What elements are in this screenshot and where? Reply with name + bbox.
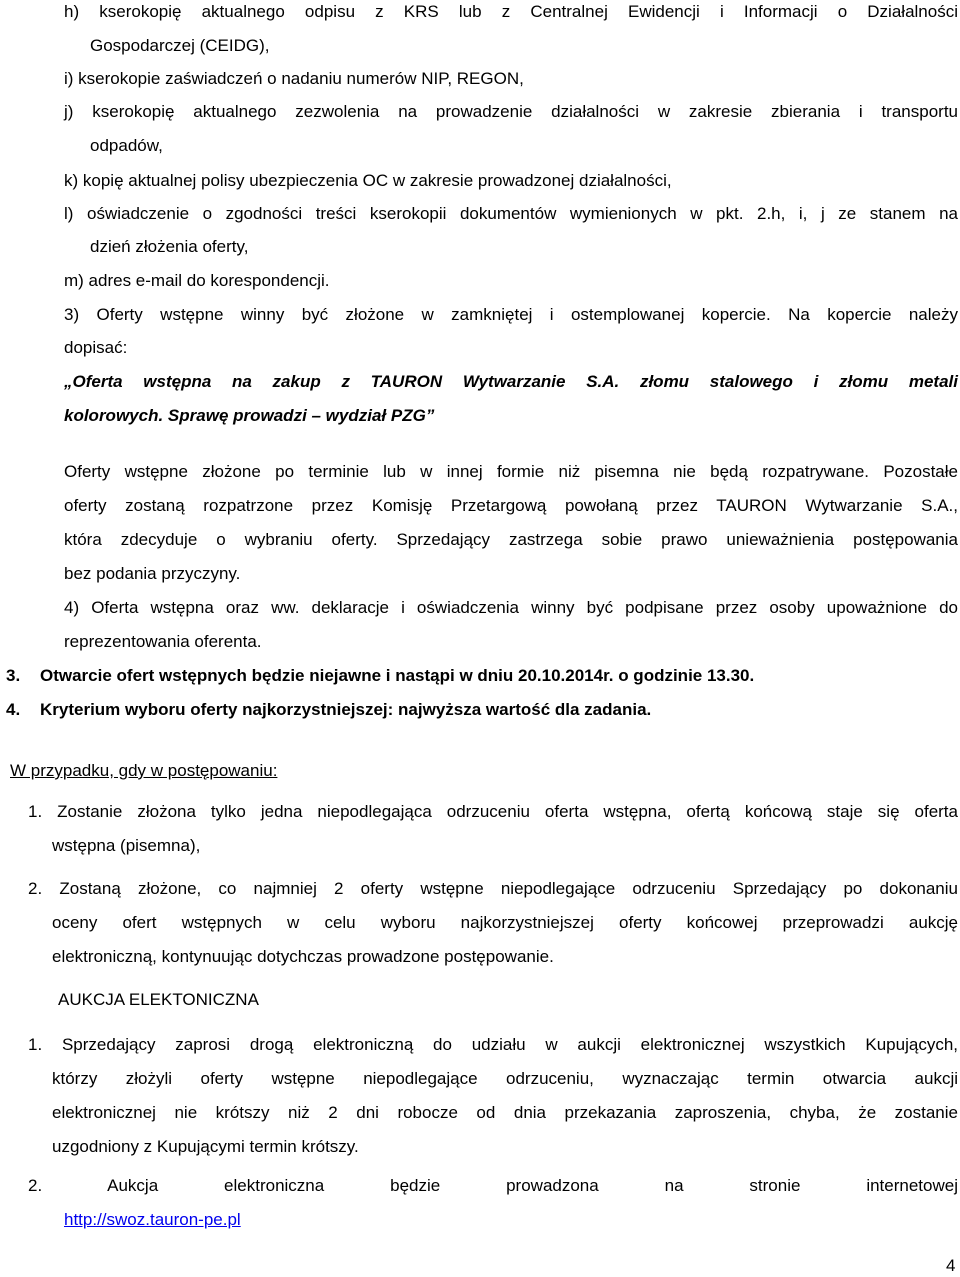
item-j-line1: j) kserokopię aktualnego zezwolenia na prowadzenie działalności w zakresie zbierania i transportu — [64, 102, 958, 121]
point4-line1: 4) Oferta wstępna oraz ww. deklaracje i oświadczenia winny być podpisane przez osoby upoważnione do — [64, 598, 958, 617]
case2-line3: elektroniczną, kontynuując dotychczas prowadzone postępowanie. — [52, 947, 554, 966]
item-h-line2: Gospodarczej (CEIDG), — [90, 36, 270, 55]
envelope-text-line1: „Oferta wstępna na zakup z TAURON Wytwarzanie S.A. złomu stalowego i złomu metali — [64, 372, 958, 391]
item-l-line2: dzień złożenia oferty, — [90, 237, 249, 256]
item-k: k) kopię aktualnej polisy ubezpieczenia OC w zakresie prowadzonej działalności, — [64, 171, 672, 190]
case1-line2: wstępna (pisemna), — [52, 836, 201, 855]
section4-number: 4. — [6, 700, 21, 719]
point4-line2: reprezentowania oferenta. — [64, 632, 262, 651]
page-number: 4 — [946, 1256, 956, 1275]
section4-text: Kryterium wyboru oferty najkorzystniejszej: najwyższa wartość dla zadania. — [40, 700, 652, 719]
envelope-text-part-b: Sprawę prowadzi – wydział PZG” — [167, 406, 435, 425]
auction1-line4: uzgodniony z Kupującymi termin krótszy. — [52, 1137, 359, 1156]
case2-line1: 2. Zostaną złożone, co najmniej 2 oferty wstępne niepodlegające odrzuceniu Sprzedający po dokonaniu — [28, 879, 958, 898]
section3-text: Otwarcie ofert wstępnych będzie niejawne i nastąpi w dniu 20.10.2014r. o godzinie 13.30. — [40, 666, 755, 685]
point3-para-line4: bez podania przyczyny. — [64, 564, 241, 583]
auction-heading: AUKCJA ELEKTONICZNA — [58, 990, 259, 1009]
item-h-line1: h) kserokopię aktualnego odpisu z KRS lub z Centralnej Ewidencji i Informacji o Działalności — [64, 2, 958, 21]
auction1-line3: elektronicznej nie krótszy niż 2 dni robocze od dnia przekazania zaproszenia, chyba, że zostanie — [52, 1103, 958, 1122]
envelope-text-line2 — [64, 405, 434, 427]
item-i: i) kserokopie zaświadczeń o nadaniu numerów NIP, REGON, — [64, 69, 524, 88]
item-m: m) adres e-mail do korespondencji. — [64, 271, 330, 290]
point3-para-line3: która zdecyduje o wybraniu oferty. Sprzedający zastrzega sobie prawo unieważnienia postępowania — [64, 530, 958, 549]
envelope-text-part-a: kolorowych. — [64, 406, 168, 425]
auction1-line1: 1. Sprzedający zaprosi drogą elektroniczną do udziału w aukcji elektronicznej wszystkich Kupujących, — [28, 1035, 958, 1054]
point3-para-line1: Oferty wstępne złożone po terminie lub w innej formie niż pisemna nie będą rozpatrywane. Pozostałe — [64, 462, 958, 481]
case-heading: W przypadku, gdy w postępowaniu: — [10, 761, 278, 780]
auction2-line1: 2. Aukcja elektroniczna będzie prowadzona na stronie internetowej — [28, 1176, 958, 1195]
case1-line1: 1. Zostanie złożona tylko jedna niepodlegająca odrzuceniu oferta wstępna, ofertą końcową staje się oferta — [28, 802, 958, 821]
item-l-line1: l) oświadczenie o zgodności treści kserokopii dokumentów wymienionych w pkt. 2.h, i, j ze stanem na — [64, 204, 958, 223]
auction-website-link[interactable]: http://swoz.tauron-pe.pl — [64, 1210, 241, 1229]
section3-number: 3. — [6, 666, 21, 685]
point3-para-line2: oferty zostaną rozpatrzone przez Komisję Przetargową powołaną przez TAURON Wytwarzanie S.A., — [64, 496, 958, 515]
point3-line1: 3) Oferty wstępne winny być złożone w zamkniętej i ostemplowanej kopercie. Na kopercie należy — [64, 305, 958, 324]
case2-line2: oceny ofert wstępnych w celu wyboru najkorzystniejszej oferty końcowej przeprowadzi aukcję — [52, 913, 958, 932]
item-j-line2: odpadów, — [90, 136, 163, 155]
point3-line2: dopisać: — [64, 338, 128, 357]
auction1-line2: którzy złożyli oferty wstępne niepodlegające odrzuceniu, wyznaczając termin otwarcia aukcji — [52, 1069, 958, 1088]
